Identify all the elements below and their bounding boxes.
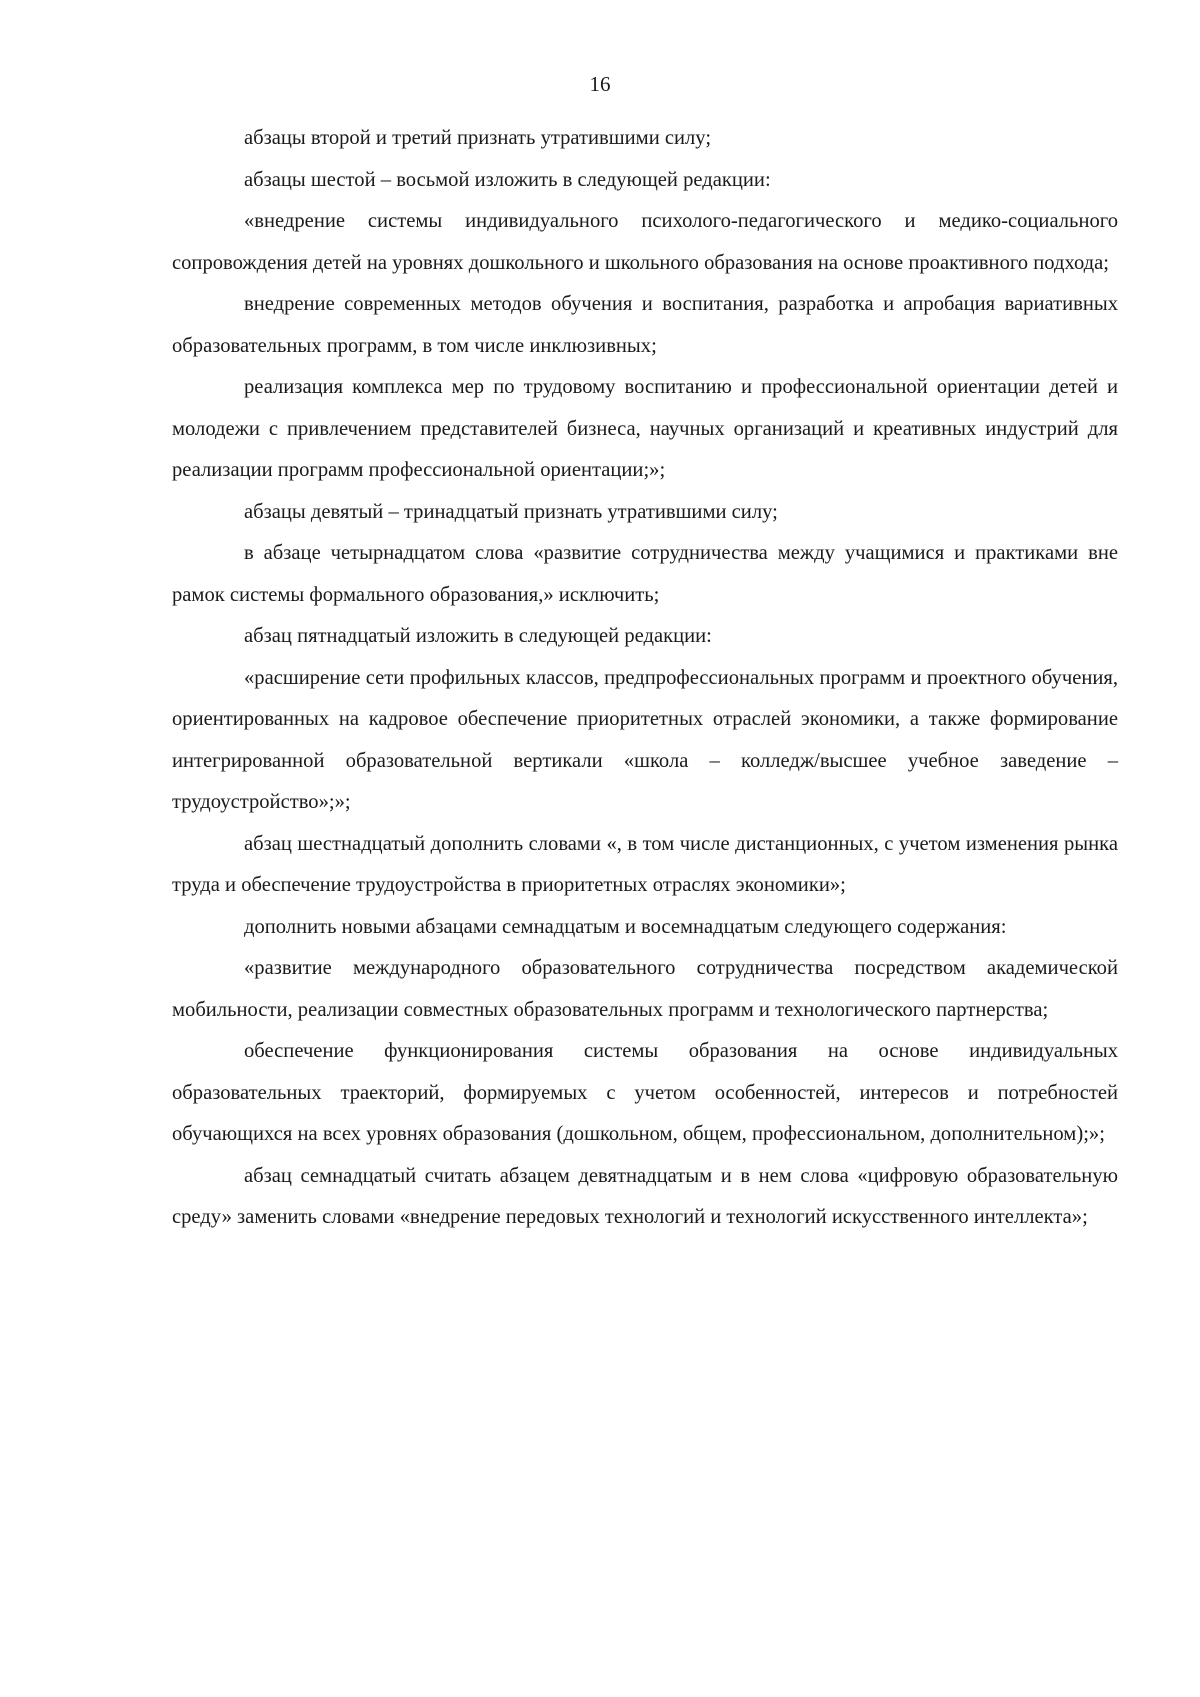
document-body	[172, 118, 1118, 1239]
paragraph: абзацы девятый – тринадцатый признать утратившими силу;	[244, 500, 778, 523]
paragraph: абзацы второй и третий признать утратившими силу;	[244, 127, 712, 149]
paragraph: абзац пятнадцатый изложить в следующей редакции:	[244, 625, 712, 647]
paragraph: абзацы шестой – восьмой изложить в следующей редакции:	[244, 168, 771, 191]
paragraph: дополнить новыми абзацами семнадцатым и восемнадцатым следующего содержания:	[244, 915, 1007, 938]
paragraph: внедрение современных методов обучения и воспитания, разработка и апробация вариативных образовательных программ, в том числе инклюзивных;	[172, 293, 1118, 357]
paragraph: реализация комплекса мер по трудовому воспитанию и профессиональной ориентации детей и молодежи с привлечением представителей бизнеса, научных организаций и креативных индустрий для реализации программ профессиональной ориентации;»;	[172, 376, 1118, 481]
paragraph: «расширение сети профильных классов, предпрофессиональных программ и проектного обучения, ориентированных на кадровое обеспечение приоритетных отраслей экономики, а также формирование интегрированной образовательной вертикали «школа – колледж/высшее учебное заведение – трудоустройство»;»;	[172, 666, 1118, 813]
paragraph: абзац семнадцатый считать абзацем девятнадцатым и в нем слова «цифровую образовательную среду» заменить словами «внедрение передовых технологий и технологий искусственного интеллекта»;	[172, 1164, 1118, 1228]
page-number: 16	[589, 72, 611, 96]
paragraph: обеспечение функционирования системы образования на основе индивидуальных образовательных траекторий, формируемых с учетом особенностей, интересов и потребностей обучающихся на всех уровнях образования (дошкольном, общем, профессиональном, дополнительном);»;	[172, 1040, 1118, 1145]
paragraph: абзац шестнадцатый дополнить словами «, в том числе дистанционных, с учетом изменения рынка труда и обеспечение трудоустройства в приоритетных отраслях экономики»;	[172, 832, 1118, 896]
paragraph: «развитие международного образовательного сотрудничества посредством академической мобильности, реализации совместных образовательных программ и технологического партнерства;	[172, 957, 1118, 1021]
paragraph: в абзаце четырнадцатом слова «развитие сотрудничества между учащимися и практиками вне рамок системы формального образования,» исключить;	[172, 542, 1118, 606]
paragraph: «внедрение системы индивидуального психолого-педагогического и медико-социального сопровождения детей на уровнях дошкольного и школьного образования на основе проактивного подхода;	[172, 210, 1118, 274]
